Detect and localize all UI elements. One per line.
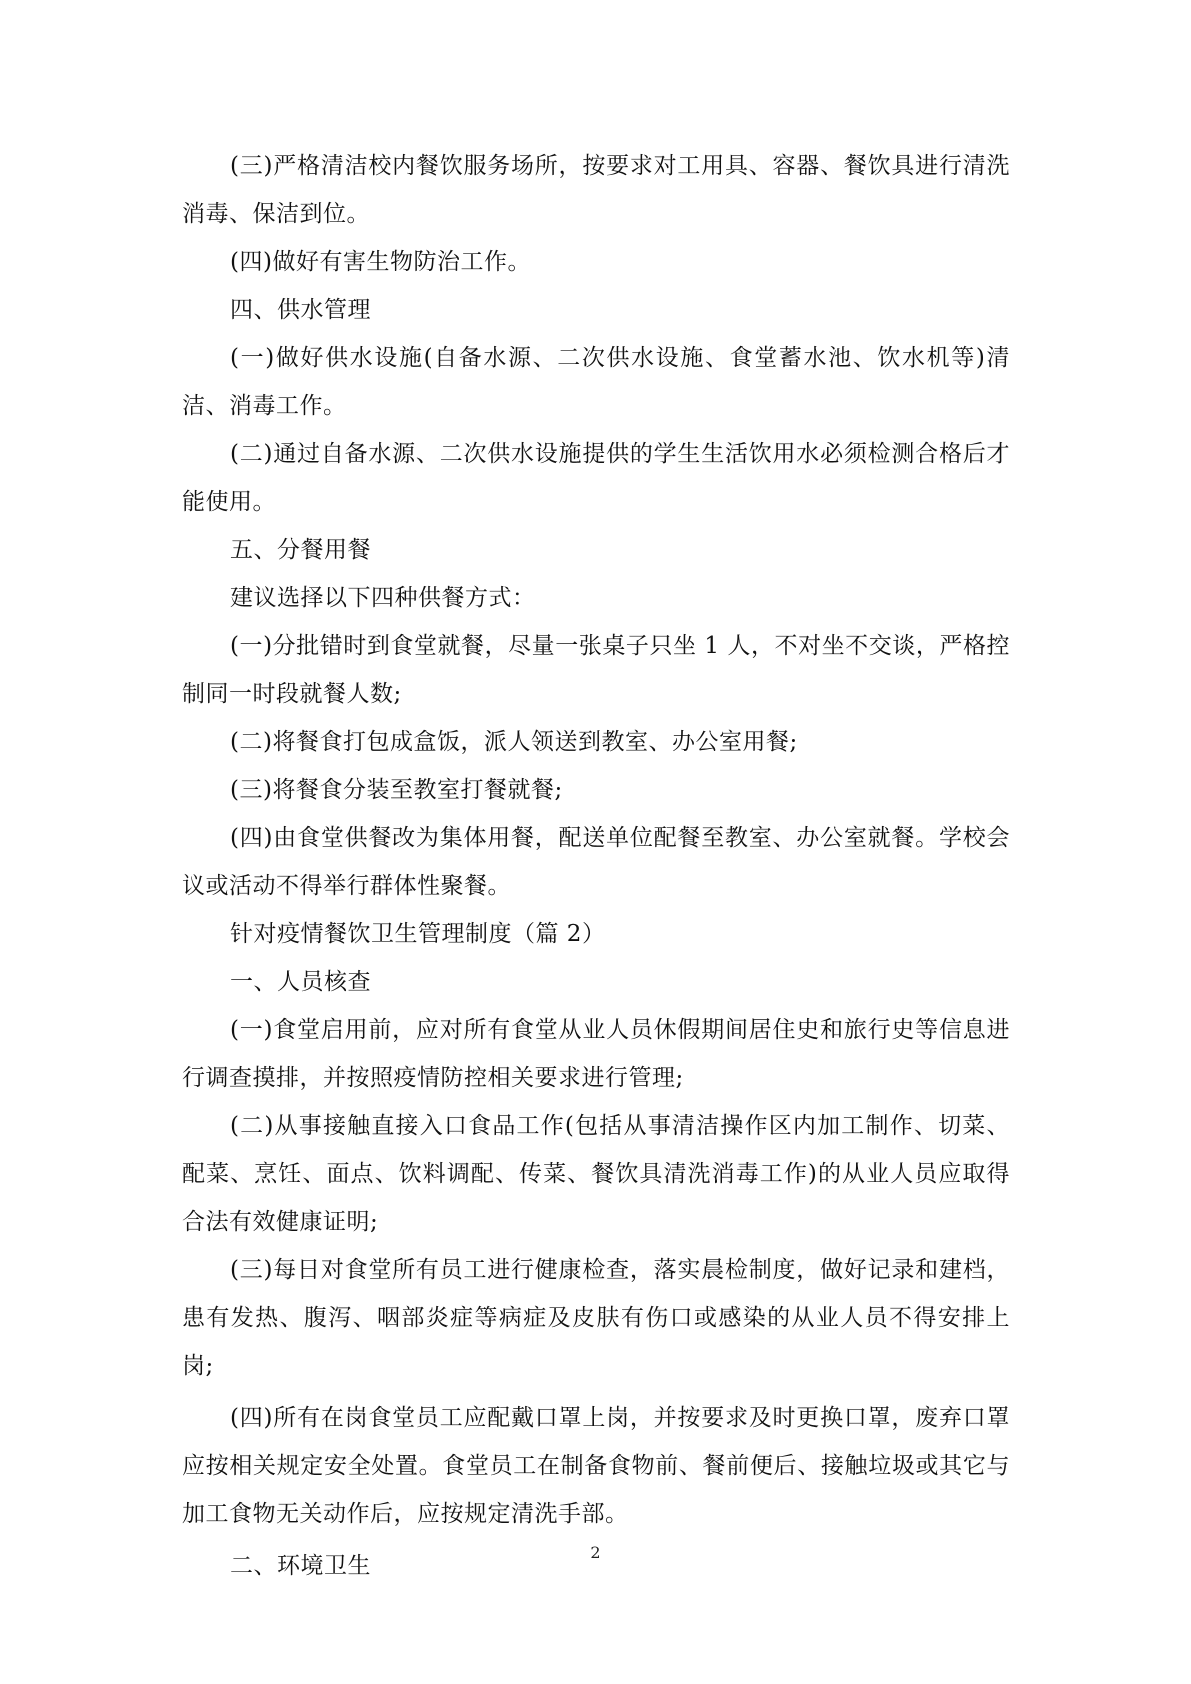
paragraph-staff-check-4: (四)所有在岗食堂员工应配戴口罩上岗，并按要求及时更换口罩，废弃口罩应按相关规定安全处置。食堂员工在制备食物前、餐前便后、接触垃圾或其它与加工食物无关动作后，应按规定清洗手部。 [182, 1405, 1010, 1527]
section-heading-meal-serving: 五、分餐用餐 [230, 537, 371, 563]
paragraph-meal-option-4: (四)由食堂供餐改为集体用餐，配送单位配餐至教室、办公室就餐。学校会议或活动不得举行群体性聚餐。 [182, 825, 1010, 899]
paragraph-water-testing: (二)通过自备水源、二次供水设施提供的学生生活饮用水必须检测合格后才能使用。 [182, 441, 1010, 515]
paragraph-staff-check-1: (一)食堂启用前，应对所有食堂从业人员休假期间居住史和旅行史等信息进行调查摸排，并按照疫情防控相关要求进行管理; [182, 1017, 1010, 1091]
paragraph-meal-option-2: (二)将餐食打包成盒饭，派人领送到教室、办公室用餐; [230, 729, 798, 755]
document-body [182, 142, 1010, 1590]
paragraph-staff-check-3: (三)每日对食堂所有员工进行健康检查，落实晨检制度，做好记录和建档，患有发热、腹泻、咽部炎症等病症及皮肤有伤口或感染的从业人员不得安排上岗; [182, 1257, 1010, 1379]
paragraph-cleaning-premises: (三)严格清洁校内餐饮服务场所，按要求对工用具、容器、餐饮具进行清洗消毒、保洁到位。 [182, 153, 1010, 227]
paragraph-water-facility-cleaning: (一)做好供水设施(自备水源、二次供水设施、食堂蓄水池、饮水机等)清洁、消毒工作。 [182, 345, 1010, 419]
paragraph-staff-check-2: (二)从事接触直接入口食品工作(包括从事清洁操作区内加工制作、切菜、配菜、烹饪、面点、饮料调配、传菜、餐饮具清洗消毒工作)的从业人员应取得合法有效健康证明; [182, 1113, 1010, 1235]
page-number: 2 [590, 1543, 601, 1562]
paragraph-meal-option-3: (三)将餐食分装至教室打餐就餐; [230, 777, 563, 803]
paragraph-meal-option-1: (一)分批错时到食堂就餐，尽量一张桌子只坐 1 人，不对坐不交谈，严格控制同一时段就餐人数; [182, 633, 1010, 707]
section-heading-staff-check: 一、人员核查 [230, 969, 371, 995]
article-title-part-2: 针对疫情餐饮卫生管理制度（篇 2） [230, 921, 606, 947]
section-heading-water-supply: 四、供水管理 [230, 297, 371, 323]
section-heading-environment: 二、环境卫生 [230, 1553, 371, 1579]
paragraph-pest-control: (四)做好有害生物防治工作。 [230, 249, 531, 275]
paragraph-meal-options-intro: 建议选择以下四种供餐方式： [230, 585, 536, 611]
